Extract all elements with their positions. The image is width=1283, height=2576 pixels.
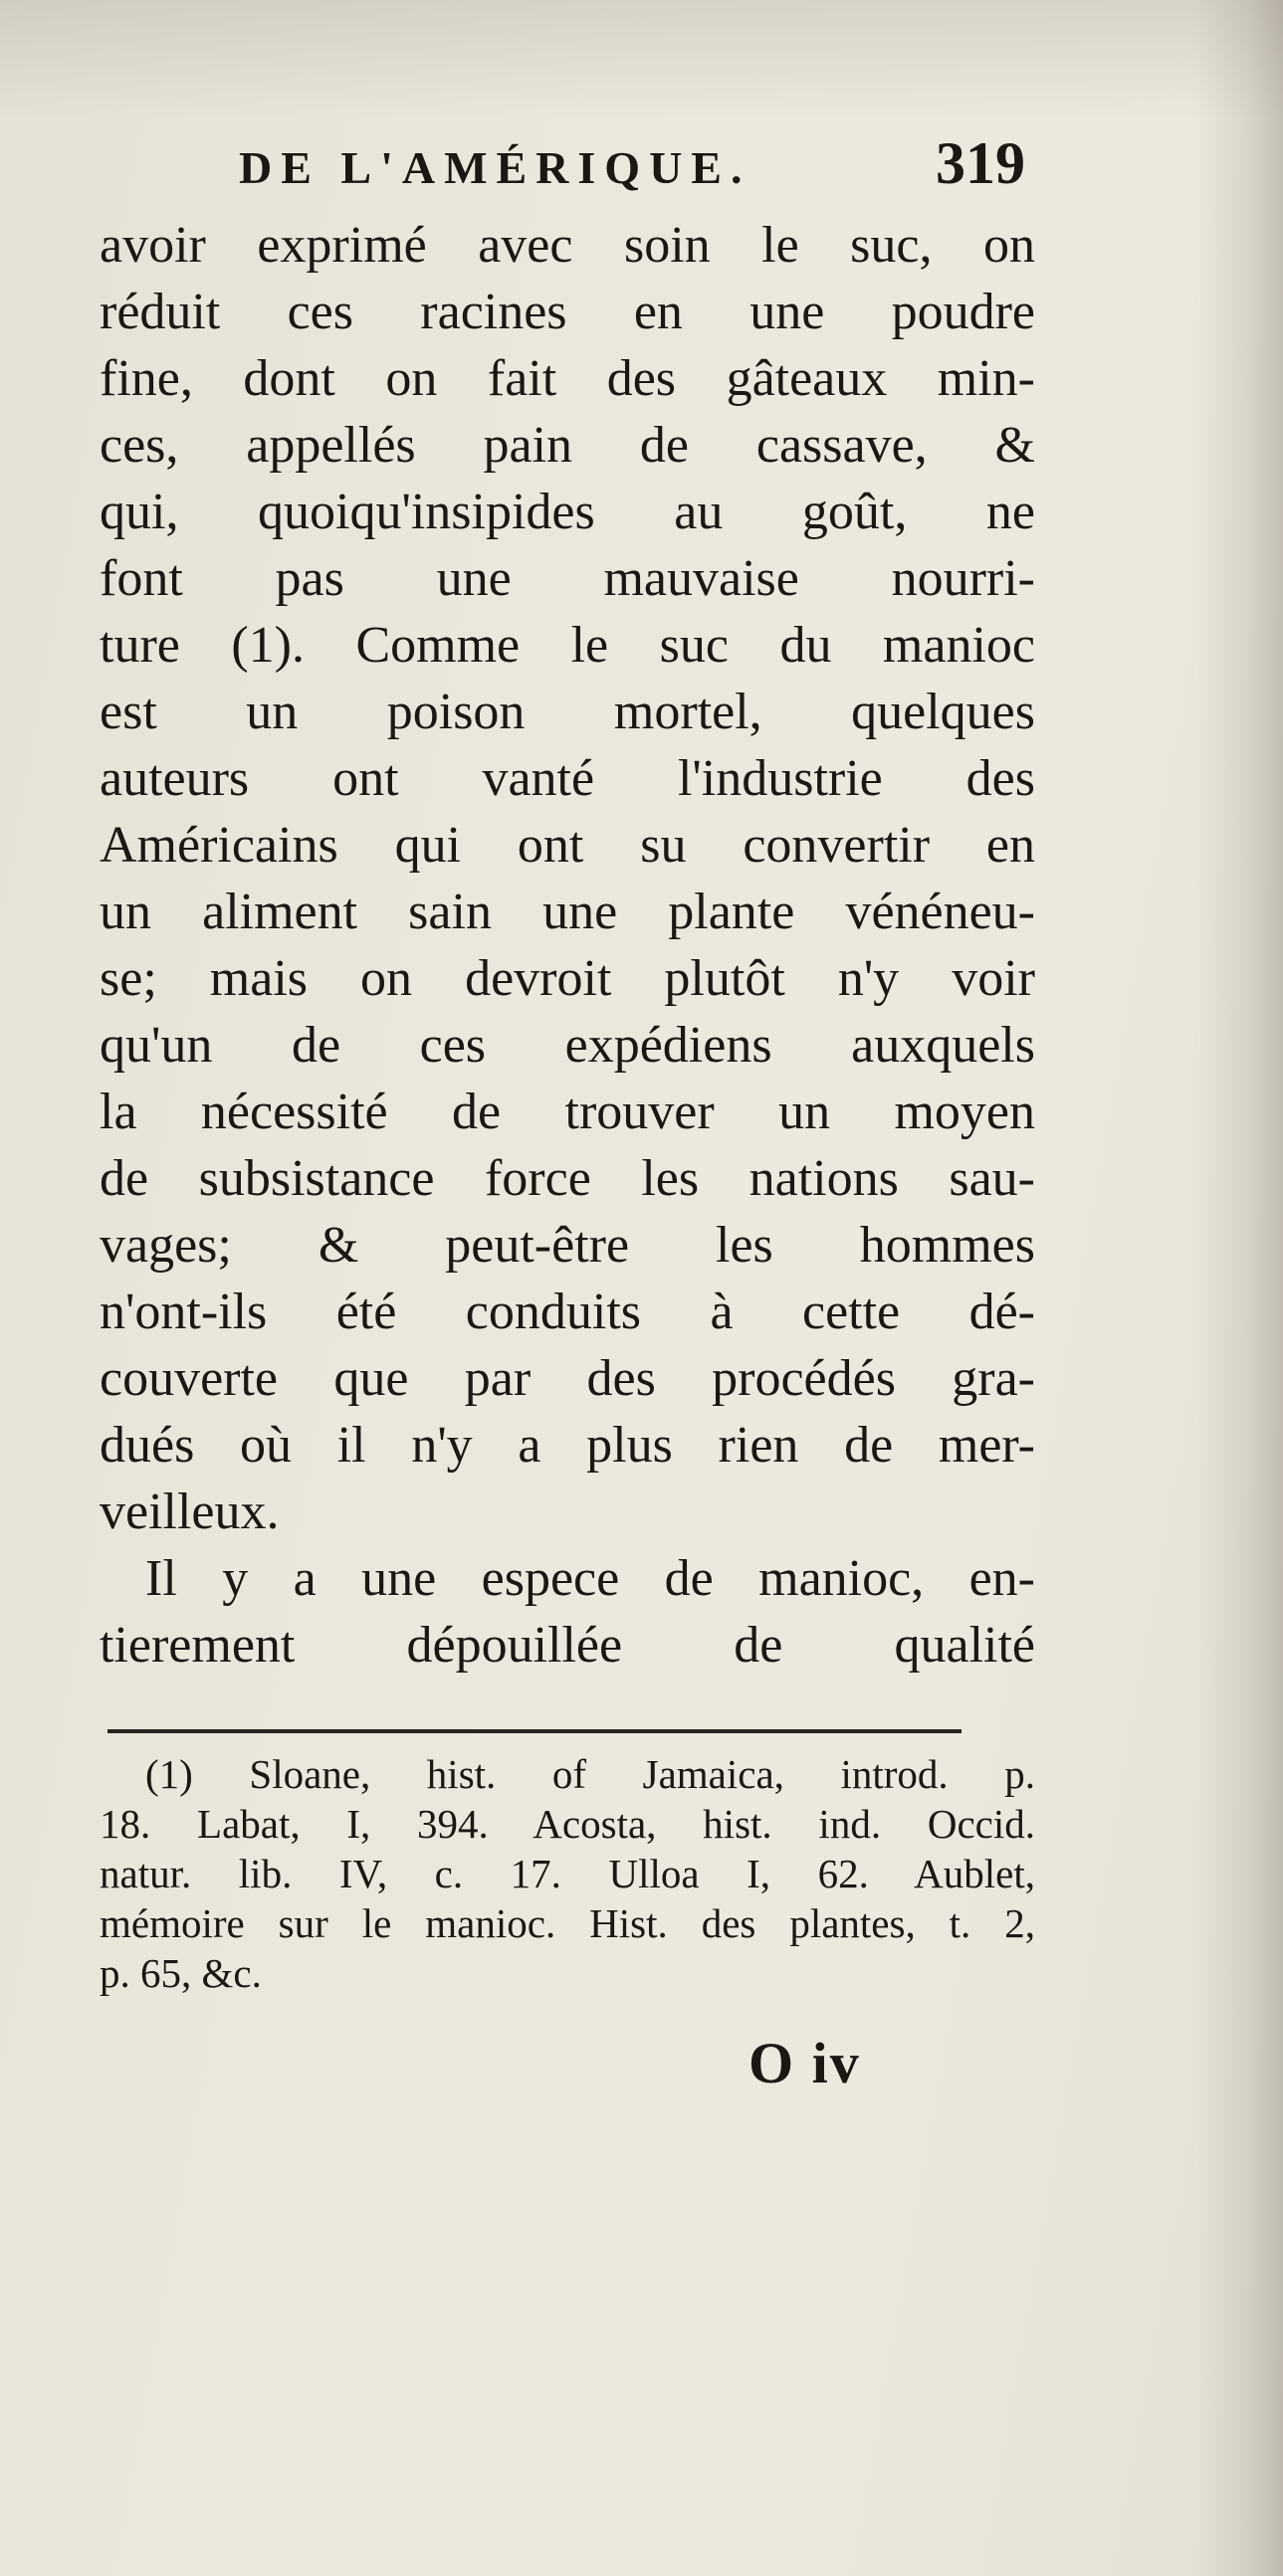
- text-line: fine, dont on fait des gâteaux min-: [100, 350, 1035, 407]
- footnote-line: (1) Sloane, hist. of Jamaica, introd. p.: [145, 1751, 1035, 1797]
- text-line: font pas une mauvaise nourri-: [100, 550, 1035, 607]
- text-line: vages; & peut-être les hommes: [100, 1217, 1035, 1274]
- running-title: DE L'AMÉRIQUE.: [239, 142, 751, 193]
- footnote-line: p. 65, &c.: [100, 1950, 262, 1996]
- text-line: se; mais on devroit plutôt n'y voir: [100, 950, 1035, 1007]
- footnote-line: natur. lib. IV, c. 17. Ulloa I, 62. Aublet,: [100, 1851, 1035, 1896]
- footnote-line: 18. Labat, I, 394. Acosta, hist. ind. Occid.: [100, 1801, 1035, 1847]
- page-number: 319: [936, 130, 1025, 196]
- text-line: couverte que par des procédés gra-: [100, 1350, 1035, 1407]
- text-line: avoir exprimé avec soin le suc, on: [100, 217, 1035, 274]
- text-line: un aliment sain une plante vénéneu-: [100, 884, 1035, 940]
- footnote-line: mémoire sur le manioc. Hist. des plantes, t. 2,: [100, 1900, 1035, 1946]
- text-line: dués où il n'y a plus rien de mer-: [100, 1417, 1035, 1474]
- body-text: [100, 212, 1035, 1679]
- text-line: veilleux.: [100, 1484, 280, 1540]
- text-line: réduit ces racines en une poudre: [100, 284, 1035, 340]
- text-line: qu'un de ces expédiens auxquels: [100, 1017, 1035, 1074]
- gutter-shadow: [1193, 0, 1283, 2576]
- text-line: Américains qui ont su convertir en: [100, 817, 1035, 874]
- signature-mark: O iv: [748, 2031, 861, 2095]
- text-line: tierement dépouillée de qualité: [100, 1617, 1035, 1674]
- page-header: [239, 129, 1035, 209]
- text-line: de subsistance force les nations sau-: [100, 1150, 1035, 1207]
- text-line: auteurs ont vanté l'industrie des: [100, 750, 1035, 807]
- text-line: la nécessité de trouver un moyen: [100, 1084, 1035, 1140]
- top-shadow: [0, 0, 1283, 119]
- text-line: qui, quoiqu'insipides au goût, ne: [100, 484, 1035, 540]
- footnote-rule: [107, 1729, 962, 1733]
- text-line: ture (1). Comme le suc du manioc: [100, 617, 1035, 674]
- text-line: n'ont-ils été conduits à cette dé-: [100, 1284, 1035, 1340]
- text-line: Il y a une espece de manioc, en-: [145, 1550, 1035, 1607]
- footnotes: [100, 1749, 1035, 1998]
- text-line: ces, appellés pain de cassave, &: [100, 417, 1035, 474]
- text-line: est un poison mortel, quelques: [100, 684, 1035, 740]
